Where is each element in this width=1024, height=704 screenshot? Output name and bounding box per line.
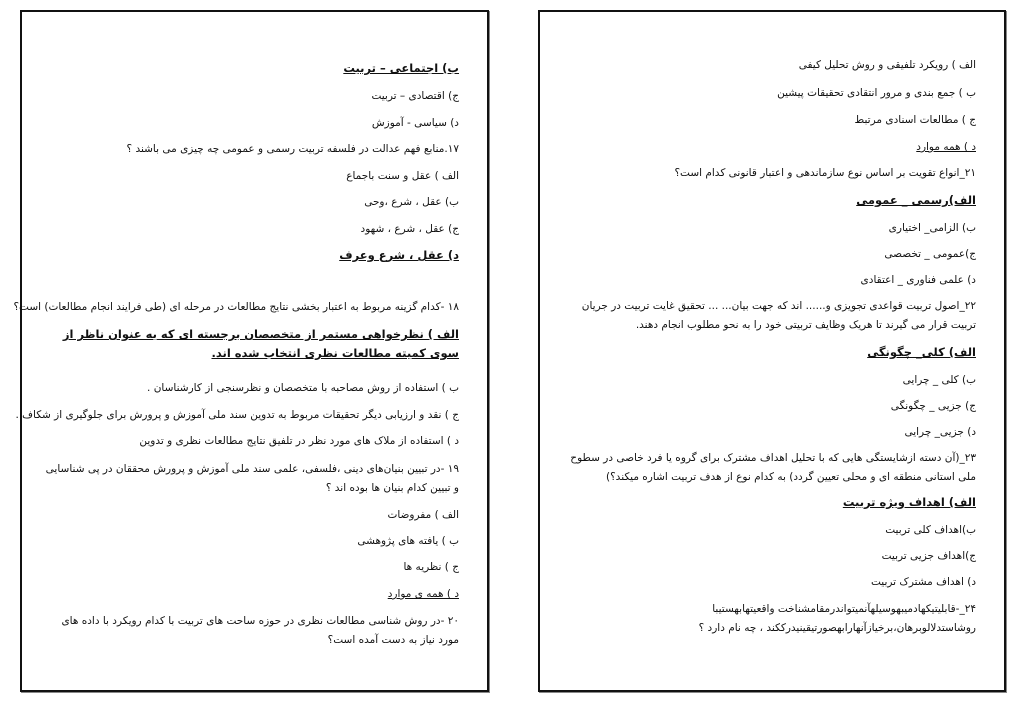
correct-answer: د ) همه موارد bbox=[916, 141, 976, 153]
answer-option: ب)اهداف کلی تربیت bbox=[885, 524, 976, 536]
answer-option: د ) استفاده از ملاک های مورد نظر در تلفیق نتایج مطالعات نظری و تدوین bbox=[139, 435, 459, 447]
question-18: ۱۸ -کدام گزینه مربوط به اعتبار بخشی نتایج مطالعات در مرحله ای (طی فرایند انجام مطالعات) است؟ bbox=[13, 301, 459, 313]
answer-option: ج ) نظریه ها bbox=[403, 561, 459, 573]
answer-option: ج ) مطالعات اسنادی مرتبط bbox=[854, 114, 976, 126]
answer-option: ب ) جمع بندی و مرور انتقادی تحقیقات پیشین bbox=[777, 87, 976, 99]
right-page bbox=[538, 10, 1006, 692]
left-page bbox=[13, 10, 489, 692]
correct-answer: الف) کلی_ چگونگی bbox=[867, 345, 976, 359]
answer-option: ج)عمومی _ تخصصی bbox=[884, 248, 976, 260]
question-22: ۲۲_اصول تربیت قواعدی تجویزی و...... اند که جهت بیان... ... تحقیق غایت تربیت در جریان تربیت قرار می گیرند تا هریک وظایف تربیتی خود را به نحو مطلوب انجام دهند. bbox=[581, 300, 976, 331]
answer-option: د) جزیی_ چرایی bbox=[904, 426, 976, 438]
question-24: ۲۴_-قابلیتیکهادمیبهوسیلهآنمیتواندرمقامشناخت واقعیتهابهستیبا روشاستدلالوبرهان،برخیازآنهارابهصورتیقینیدرککند ، چه نام دارد ؟ bbox=[698, 603, 976, 634]
correct-answer: د) عقل ، شرع وعرف bbox=[339, 248, 459, 262]
question-20: ۲۰ -در روش شناسی مطالعات نظری در حوزه ساحت های تربیت با کدام رویکرد با داده های مورد نیاز به دست آمده است؟ bbox=[61, 615, 459, 646]
correct-answer: الف)رسمی _ عمومی bbox=[856, 193, 976, 207]
answer-option: ج) عقل ، شرع ، شهود bbox=[360, 223, 459, 235]
answer-option: ج) اقتصادی – تربیت bbox=[371, 90, 459, 102]
answer-option: ج ) نقد و ارزیابی دیگر تحقیقات مربوط به تدوین سند ملی آموزش و پرورش برای جلوگیری از شکاف . bbox=[15, 409, 459, 421]
answer-option: د) علمی فناوری _ اعتقادی bbox=[860, 274, 976, 286]
answer-option: ب ) استفاده از روش مصاحبه با متخصصان و نظرسنجی از کارشناسان . bbox=[147, 382, 459, 394]
answer-option: ج)اهداف جزیی تربیت bbox=[881, 550, 976, 562]
question-21: ۲۱_انواع تقویت بر اساس نوع سازماندهی و اعتبار قانونی کدام است؟ bbox=[674, 167, 976, 179]
answer-option: ب ) یافته های پژوهشی bbox=[357, 535, 459, 547]
answer-option: ب) الزامی_ اختیاری bbox=[888, 222, 976, 234]
question-23: ۲۳_(آن دسته ازشایستگی هایی که با تحلیل اهداف مشترک برای گروه یا فرد خاصی در سطوح ملی استانی منطقه ای و محلی تعیین گردد) به کدام نوع از هدف تربیت اشاره میکند؟) bbox=[570, 452, 976, 483]
answer-option: الف ) رویکرد تلفیقی و روش تحلیل کیفی bbox=[798, 59, 976, 71]
correct-answer: الف ) نظرخواهی مستمر از متخصصان برجسته ای که به عنوان ناظر از سوی کمیته مطالعات نظری انتخاب شده اند. bbox=[62, 327, 459, 360]
correct-answer: د ) همه ی موارد bbox=[387, 588, 459, 600]
correct-answer: الف) اهداف ویژه تربیت bbox=[842, 495, 976, 509]
question-17: ۱۷.منابع فهم عدالت در فلسفه تربیت رسمی و عمومی چه چیزی می باشند ؟ bbox=[126, 143, 459, 155]
answer-option: الف ) مفروضات bbox=[387, 509, 459, 521]
answer-option: ب) کلی _ چرایی bbox=[902, 374, 976, 386]
question-19: ۱۹ -در تبیین بنیان‌های دینی ،فلسفی، علمی سند ملی آموزش و پرورش محققان در پی شناسایی و تبیین کدام بنیان ها بوده اند ؟ bbox=[45, 463, 459, 494]
answer-option: ب) عقل ، شرع ،وحی bbox=[364, 196, 459, 208]
answer-option: الف ) عقل و سنت باجماع bbox=[346, 170, 459, 182]
answer-option: ج) جزیی _ چگونگی bbox=[890, 400, 976, 412]
answer-option: ب) اجتماعی – تربیت bbox=[343, 61, 459, 75]
answer-option: د) سیاسی - آموزش bbox=[371, 117, 459, 129]
answer-option: د) اهداف مشترک تربیت bbox=[870, 576, 976, 588]
